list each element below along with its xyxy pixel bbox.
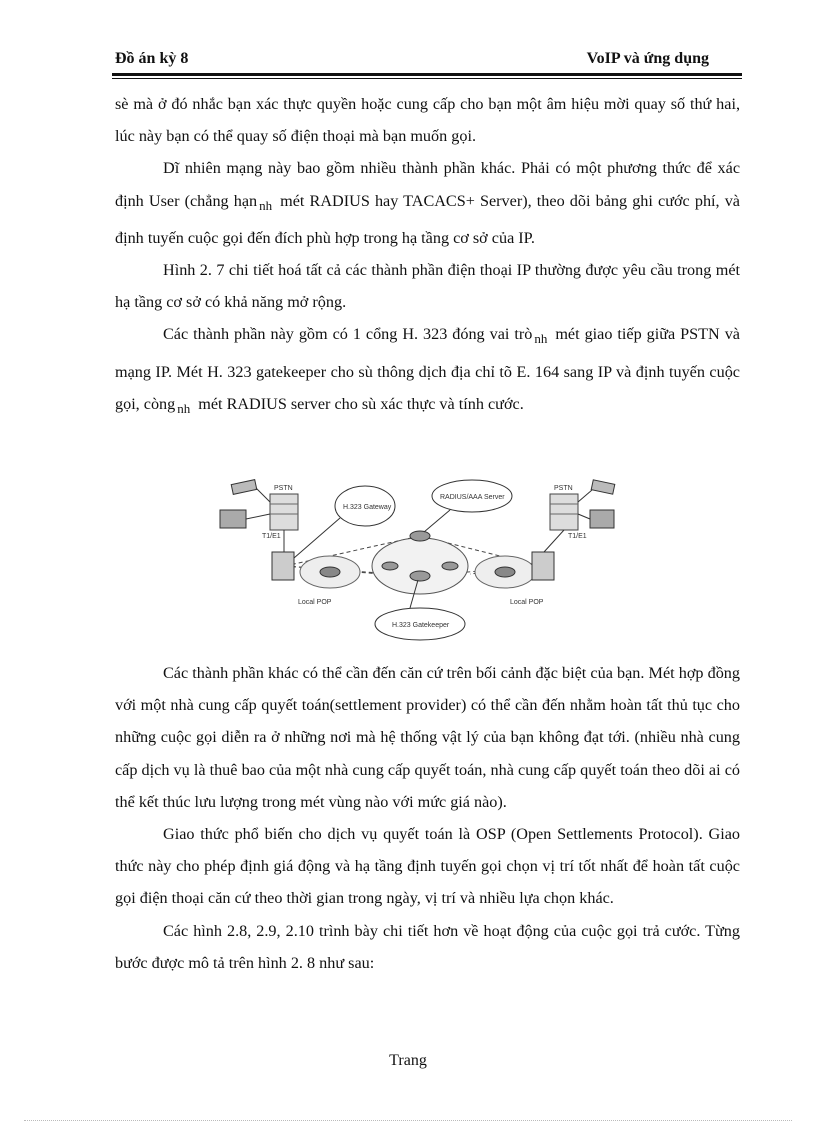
svg-text:Local POP: Local POP xyxy=(510,599,544,606)
svg-text:T1/E1: T1/E1 xyxy=(262,533,281,540)
svg-text:T1/E1: T1/E1 xyxy=(568,533,587,540)
pstn-switch-left xyxy=(270,494,298,530)
page-edge-divider xyxy=(24,1120,792,1121)
paragraph: Dĩ nhiên mạng này bao gồm nhiều thành phần khác. Phải có một phương thức để xác định User (chẳng hạn $_{nh}$ mét RADIUS hay TACACS+ Server), theo dõi bảng ghi cước phí, và định tuyến cuộc gọi đến đích phù hợp trong hạ tầng cơ sở của IP. xyxy=(115,159,740,247)
phone-icon-left xyxy=(220,510,246,528)
svg-text:PSTN: PSTN xyxy=(274,485,293,492)
fax-icon-left xyxy=(231,480,257,495)
gateway-right xyxy=(532,552,554,580)
body-text-top xyxy=(115,88,740,425)
header-right-title: VoIP và ứng dụng xyxy=(586,50,709,67)
pstn-switch-right xyxy=(550,494,578,530)
page-header xyxy=(115,50,741,72)
svg-text:H.323 Gateway: H.323 Gateway xyxy=(343,504,392,511)
header-left-title: Đồ án kỳ 8 xyxy=(115,50,189,67)
gateway-left xyxy=(272,552,294,580)
svg-text:RADIUS/AAA Server: RADIUS/AAA Server xyxy=(440,494,505,501)
paragraph: sè mà ở đó nhắc bạn xác thực quyền hoặc cung cấp cho bạn một âm hiệu mời quay số thứ hai, lúc này bạn có thể quay số điện thoại mà bạn muốn gọi. xyxy=(115,95,740,146)
svg-text:H.323 Gatekeeper: H.323 Gatekeeper xyxy=(392,622,450,629)
phone-icon-right xyxy=(590,510,614,528)
voip-network-diagram xyxy=(210,474,616,644)
paragraph: Giao thức phổ biến cho dịch vụ quyết toán là OSP (Open Settlements Protocol). Giao thức này cho phép định giá động và hạ tầng định tuyến gọi chọn vị trí tốt nhất để hoàn tất cuộc gọi điện thoại căn cứ theo thời gian trong ngày, vị trí và nhiều lựa chọn khác. xyxy=(115,825,740,908)
paragraph: Các hình 2.8, 2.9, 2.10 trình bày chi tiết hơn về hoạt động của cuộc gọi trả cước. Từng bước được mô tả trên hình 2. 8 như sau: xyxy=(115,921,740,972)
svg-text:PSTN: PSTN xyxy=(554,485,573,492)
header-rule-thin xyxy=(112,78,742,79)
paragraph: Các thành phần khác có thể cần đến căn cứ trên bối cảnh đặc biệt của bạn. Mét hợp đồng với một nhà cung cấp quyết toán(settlement provider) có thể cần đến nhằm hoàn tất thủ tục cho những cuộc gọi diễn ra ở những nơi mà hệ thống vật lý của bạn không đạt tới. (nhiều nhà cung cấp dịch vụ là thuê bao của một nhà cung cấp quyết toán, nhà cung cấp quyết toán theo dõi ai có thể kết thúc lưu lượng trong mét vùng nào với mức giá nào). xyxy=(115,664,740,811)
svg-text:Local POP: Local POP xyxy=(298,599,332,606)
fax-icon-right xyxy=(591,480,615,494)
body-text-bottom xyxy=(115,657,740,979)
paragraph: Hình 2. 7 chi tiết hoá tất cả các thành phần điện thoại IP thường được yêu cầu trong mét hạ tầng cơ sở có khả năng mở rộng. xyxy=(115,261,740,312)
page-footer: Trang xyxy=(389,1052,427,1069)
paragraph: Các thành phần này gồm có 1 cổng H. 323 đóng vai trò $_{nh}$ mét giao tiếp giữa PSTN và mạng IP. Mét H. 323 gatekeeper cho sù thông dịch địa chỉ tõ E. 164 sang IP và định tuyến cuộc gọi, còng $_{nh}$ mét RADIUS server cho sù xác thực và tính cước. xyxy=(115,325,740,416)
header-rule-thick xyxy=(112,73,742,76)
